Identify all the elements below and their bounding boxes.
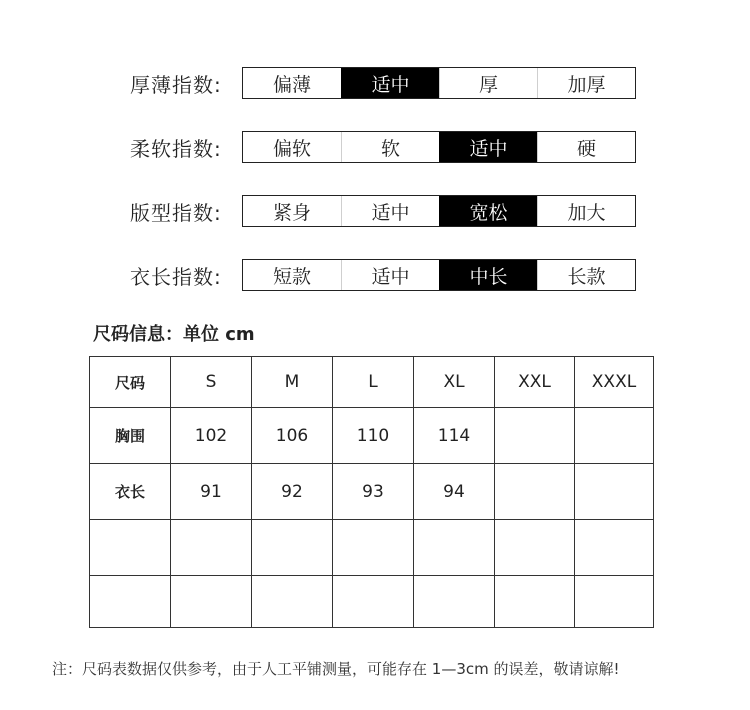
table-header-row — [90, 357, 654, 408]
size-table — [89, 356, 654, 628]
index-option: 长款 — [537, 260, 635, 290]
table-cell — [414, 520, 495, 576]
index-option: 加大 — [537, 196, 635, 226]
table-cell — [495, 576, 575, 628]
table-cell — [495, 520, 575, 576]
table-cell — [575, 464, 654, 520]
index-option: 硬 — [537, 132, 635, 162]
table-cell: 94 — [414, 464, 495, 520]
index-option: 适中 — [341, 196, 439, 226]
index-options — [242, 259, 636, 291]
index-label: 版型指数: — [130, 200, 222, 225]
table-cell: L — [333, 357, 414, 408]
table-cell — [90, 520, 171, 576]
table-row — [90, 520, 654, 576]
index-options — [242, 67, 636, 99]
table-cell — [414, 576, 495, 628]
thickness-index-row — [130, 67, 636, 99]
index-option: 中长 — [439, 260, 537, 290]
index-option: 宽松 — [439, 196, 537, 226]
table-cell: 106 — [252, 408, 333, 464]
table-cell: 胸围 — [90, 408, 171, 464]
table-cell: 93 — [333, 464, 414, 520]
table-cell — [90, 576, 171, 628]
index-option: 适中 — [439, 132, 537, 162]
length-index-row — [130, 259, 636, 291]
table-cell — [252, 520, 333, 576]
table-cell: 110 — [333, 408, 414, 464]
table-cell — [575, 576, 654, 628]
table-cell: S — [171, 357, 252, 408]
measurement-note: 注：尺码表数据仅供参考，由于人工平铺测量，可能存在 1—3cm 的误差，敬请谅解! — [52, 660, 620, 678]
table-cell: XL — [414, 357, 495, 408]
index-label: 厚薄指数: — [130, 72, 222, 97]
table-row — [90, 464, 654, 520]
index-option: 厚 — [439, 68, 537, 98]
index-options — [242, 131, 636, 163]
index-option: 紧身 — [272, 201, 311, 224]
index-option: 软 — [341, 132, 439, 162]
table-cell: 114 — [414, 408, 495, 464]
index-label: 衣长指数: — [130, 264, 222, 289]
table-cell — [333, 520, 414, 576]
index-option: 适中 — [341, 260, 439, 290]
fit-index-row — [130, 195, 636, 227]
index-option: 偏薄 — [272, 73, 311, 96]
index-options — [242, 195, 636, 227]
table-cell — [575, 408, 654, 464]
table-cell — [252, 576, 333, 628]
index-option: 短款 — [272, 265, 311, 288]
table-row — [90, 408, 654, 464]
table-cell: 尺码 — [90, 357, 171, 408]
table-cell — [171, 520, 252, 576]
table-row — [90, 576, 654, 628]
table-cell: 92 — [252, 464, 333, 520]
table-cell: XXL — [495, 357, 575, 408]
table-cell — [575, 520, 654, 576]
index-option: 适中 — [341, 68, 439, 98]
table-cell — [333, 576, 414, 628]
table-cell: M — [252, 357, 333, 408]
table-cell — [495, 464, 575, 520]
index-option: 偏软 — [272, 137, 311, 160]
size-info-title: 尺码信息：单位 cm — [93, 324, 255, 345]
table-cell — [495, 408, 575, 464]
table-cell: 102 — [171, 408, 252, 464]
index-label: 柔软指数: — [130, 136, 222, 161]
softness-index-row — [130, 131, 636, 163]
index-option: 加厚 — [537, 68, 635, 98]
table-cell: XXXL — [575, 357, 654, 408]
table-cell: 衣长 — [90, 464, 171, 520]
table-cell — [171, 576, 252, 628]
table-cell: 91 — [171, 464, 252, 520]
